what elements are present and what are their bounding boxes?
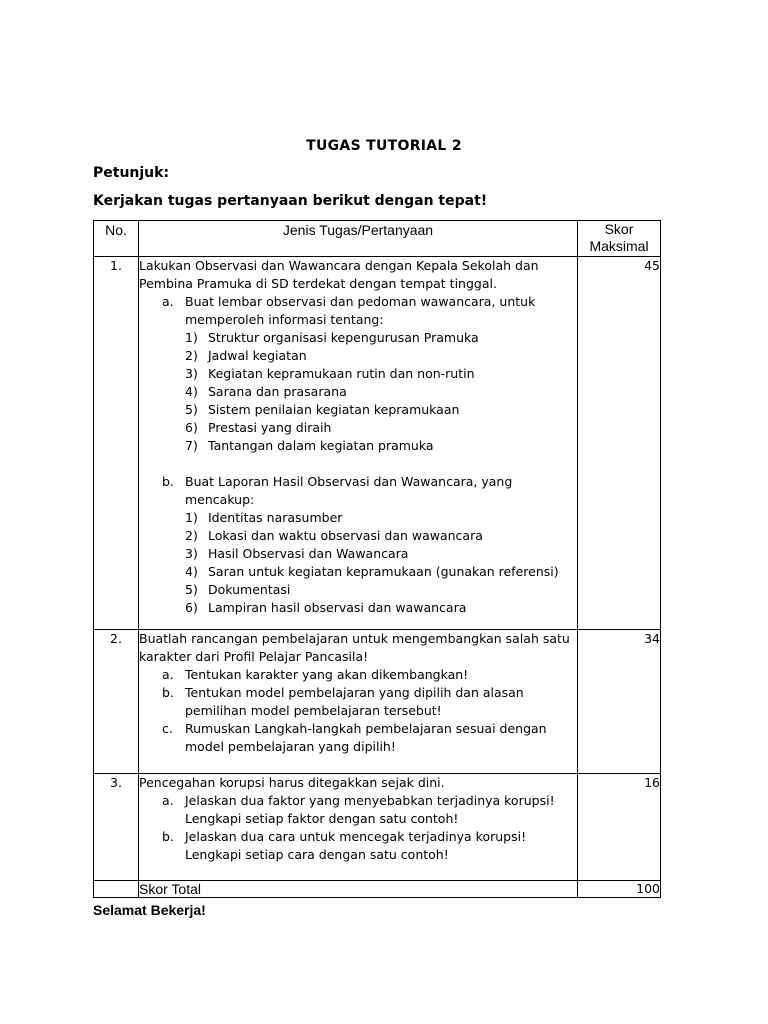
item-text: Saran untuk kegiatan kepramukaan (gunakan referensi): [208, 564, 559, 579]
sub-question: [139, 792, 577, 828]
sub-question: [139, 293, 577, 329]
list-item: [139, 329, 577, 347]
table-header-row: [94, 221, 661, 257]
task-intro: Pencegahan korupsi harus ditegakkan sejak dini.: [139, 775, 445, 790]
sub-text: Rumuskan Langkah-langkah pembelajaran sesuai dengan model pembelajaran yang dipilih!: [185, 721, 547, 754]
score-cell: 45: [578, 257, 661, 630]
list-item: [139, 347, 577, 365]
sub-text: Tentukan model pembelajaran yang dipilih dan alasan pemilihan model pembelajaran tersebut!: [185, 685, 524, 718]
sub-marker: b.: [162, 685, 174, 700]
item-text: Sistem penilaian kegiatan kepramukaan: [208, 402, 460, 417]
sub-marker: b.: [162, 474, 174, 489]
table-row: [94, 257, 661, 630]
header-score-line1: Skor: [604, 221, 634, 237]
document-title: TUGAS TUTORIAL 2: [306, 138, 462, 154]
item-marker: 2): [185, 348, 198, 363]
item-marker: 6): [185, 600, 198, 615]
item-marker: 3): [185, 546, 198, 561]
closing-text: Selamat Bekerja!: [93, 902, 206, 918]
sub-marker: a.: [162, 793, 174, 808]
score-cell: 34: [578, 630, 661, 774]
header-task: Jenis Tugas/Pertanyaan: [139, 221, 578, 257]
item-marker: 7): [185, 438, 198, 453]
item-marker: 4): [185, 384, 198, 399]
item-marker: 4): [185, 564, 198, 579]
spacer: [139, 455, 577, 473]
list-item: [139, 509, 577, 527]
task-cell: [139, 774, 578, 881]
item-marker: 2): [185, 528, 198, 543]
item-text: Lokasi dan waktu observasi dan wawancara: [208, 528, 483, 543]
sub-text: Jelaskan dua cara untuk mencegak terjadinya korupsi! Lengkapi setiap cara dengan satu contoh!: [185, 829, 527, 862]
item-text: Prestasi yang diraih: [208, 420, 332, 435]
item-marker: 5): [185, 402, 198, 417]
item-text: Sarana dan prasarana: [208, 384, 347, 399]
list-item: [139, 419, 577, 437]
item-text: Identitas narasumber: [208, 510, 343, 525]
item-text: Struktur organisasi kepengurusan Pramuka: [208, 330, 479, 345]
item-text: Jadwal kegiatan: [208, 348, 307, 363]
list-item: [139, 401, 577, 419]
score-cell: 16: [578, 774, 661, 881]
item-text: Dokumentasi: [208, 582, 291, 597]
sub-question: [139, 684, 577, 720]
sub-marker: c.: [162, 721, 173, 736]
item-marker: 1): [185, 330, 198, 345]
task-intro: Buatlah rancangan pembelajaran untuk mengembangkan salah satu karakter dari Profil Pelajar Pancasila!: [139, 631, 570, 664]
sub-text: Buat Laporan Hasil Observasi dan Wawancara, yang mencakup:: [185, 474, 513, 507]
sub-marker: a.: [162, 294, 174, 309]
item-text: Hasil Observasi dan Wawancara: [208, 546, 409, 561]
task-table: [93, 220, 661, 898]
table-row: [94, 630, 661, 774]
instructions-heading: Petunjuk:: [93, 165, 170, 181]
total-empty-cell: [94, 881, 139, 898]
sub-text: Buat lembar observasi dan pedoman wawancara, untuk memperoleh informasi tentang:: [185, 294, 536, 327]
list-item: [139, 437, 577, 455]
item-marker: 3): [185, 366, 198, 381]
sub-question: [139, 828, 577, 864]
list-item: [139, 527, 577, 545]
item-text: Kegiatan kepramukaan rutin dan non-rutin: [208, 366, 475, 381]
header-score: [578, 221, 661, 257]
sub-text: Tentukan karakter yang akan dikembangkan!: [185, 667, 469, 682]
row-number: 2.: [94, 630, 139, 774]
task-cell: [139, 257, 578, 630]
total-score: 100: [578, 881, 661, 898]
row-number: 3.: [94, 774, 139, 881]
task-intro: Lakukan Observasi dan Wawancara dengan Kepala Sekolah dan Pembina Pramuka di SD terdekat dengan tempat tinggal.: [139, 258, 539, 291]
header-score-line2: Maksimal: [589, 238, 649, 254]
item-text: Tantangan dalam kegiatan pramuka: [208, 438, 434, 453]
list-item: [139, 365, 577, 383]
sub-question: [139, 473, 577, 509]
list-item: [139, 581, 577, 599]
item-marker: 5): [185, 582, 198, 597]
item-marker: 1): [185, 510, 198, 525]
item-marker: 6): [185, 420, 198, 435]
sub-marker: b.: [162, 829, 174, 844]
total-row: [94, 881, 661, 898]
sub-question: [139, 666, 577, 684]
instruction-text: Kerjakan tugas pertanyaan berikut dengan tepat!: [93, 193, 488, 209]
header-no: No.: [94, 221, 139, 257]
list-item: [139, 545, 577, 563]
sub-question: [139, 720, 577, 756]
sub-marker: a.: [162, 667, 174, 682]
list-item: [139, 599, 577, 617]
task-cell: [139, 630, 578, 774]
list-item: [139, 383, 577, 401]
item-text: Lampiran hasil observasi dan wawancara: [208, 600, 467, 615]
row-number: 1.: [94, 257, 139, 630]
table-row: [94, 774, 661, 881]
list-item: [139, 563, 577, 581]
total-label: Skor Total: [139, 881, 578, 898]
sub-text: Jelaskan dua faktor yang menyebabkan terjadinya korupsi! Lengkapi setiap faktor dengan satu contoh!: [185, 793, 555, 826]
